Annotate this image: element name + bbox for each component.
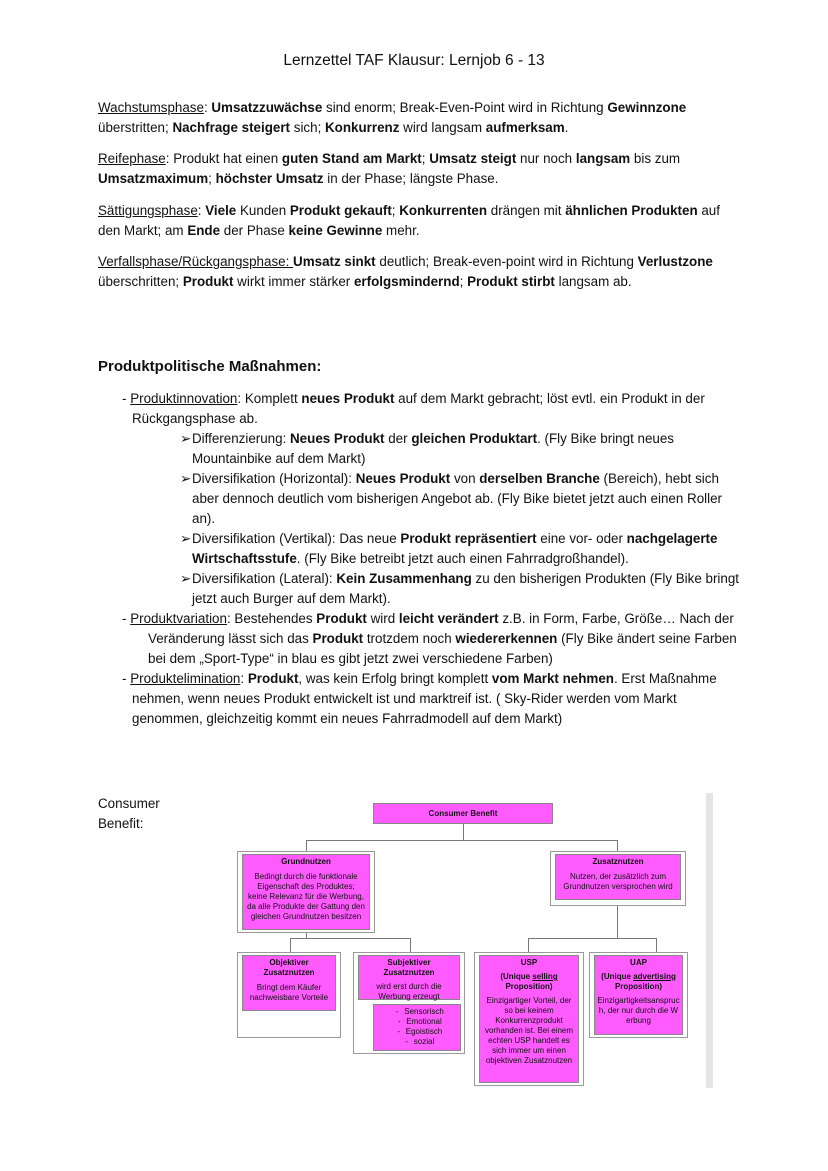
bold: Gewinnzone — [607, 100, 687, 115]
text: überschritten; — [98, 274, 183, 289]
text: ; — [459, 274, 468, 289]
text: . — [564, 120, 569, 135]
text: selling — [532, 972, 558, 981]
text: ; — [208, 171, 216, 186]
text: drängen mit — [487, 203, 566, 218]
text: : — [203, 100, 212, 115]
paragraph-reife — [98, 149, 738, 189]
bold: Verlustzone — [637, 254, 713, 269]
bold: guten Stand am Markt — [281, 151, 422, 166]
text: (Unique — [601, 972, 634, 981]
text: . (Fly Bike betreibt jetzt auch einen Fahrradgroßhandel). — [296, 551, 629, 566]
bold: Produkt repräsentiert — [400, 531, 537, 546]
text: (Fly Bike ändert seine Farben bei dem „Sport-Type“ in blau es gibt jetzt zwei verschiedene Farben) — [148, 631, 737, 666]
text: wirkt immer stärker — [233, 274, 354, 289]
list-item-text: Emotional — [406, 1017, 442, 1026]
bold: Produkt — [312, 631, 364, 646]
uap-title: UAP — [630, 958, 647, 967]
label: Reifephase — [98, 151, 166, 166]
scrollbar-strip — [706, 793, 713, 1088]
text: : — [240, 671, 248, 686]
text: . Erst Maßnahme nehmen, wenn neues Produkt entwickelt ist und marktreif ist. ( Sky-Rider werden vom Markt genommen, gleichzeitig kommt ein neues Fahrradmodell auf dem Markt) — [132, 671, 717, 726]
list-item — [374, 1037, 460, 1047]
bold: Produkt stirbt — [467, 274, 555, 289]
arrow-bullet-icon: ➢ — [180, 471, 192, 486]
bold: ähnlichen Produkten — [565, 203, 698, 218]
text: mehr. — [382, 223, 420, 238]
objektiv-title: Objektiver Zusatznutzen — [263, 958, 315, 977]
section-heading: Produktpolitische Maßnahmen: — [98, 358, 322, 375]
subjektiv-list-box — [373, 1004, 461, 1051]
text: wird langsam — [399, 120, 486, 135]
text: , was kein Erfolg bringt komplett — [298, 671, 492, 686]
bold: Ende — [187, 223, 221, 238]
text: Kunden — [236, 203, 290, 218]
arrow-bullet-icon: ➢ — [180, 571, 192, 586]
bold: Produkt — [182, 274, 234, 289]
text: (Unique — [500, 972, 533, 981]
bold: erfolgsmindernd — [353, 274, 460, 289]
dash: - — [395, 1007, 399, 1016]
dash: - — [405, 1037, 409, 1046]
text: : — [197, 203, 206, 218]
text: ; — [391, 203, 400, 218]
arrow-bullet-icon: ➢ — [180, 431, 192, 446]
bold: derselben Branche — [479, 471, 600, 486]
text: deutlich; Break-even-point wird in Richtung — [375, 254, 638, 269]
text: in der Phase; längste Phase. — [323, 171, 499, 186]
text: bis zum — [630, 151, 681, 166]
text: Proposition) — [614, 982, 663, 991]
text: (Bereich), hebt sich aber dennoch deutlich vom bisherigen Angebot ab. (Fly Bike bietet jetzt auch einen Roller an). — [192, 471, 722, 526]
label: Produktelimination — [130, 671, 241, 686]
subjektiv-box — [358, 955, 460, 1000]
bold: Konkurrenten — [399, 203, 488, 218]
text: auf dem Markt gebracht; löst evtl. ein Produkt in der Rückgangsphase ab. — [132, 391, 705, 426]
sub-item — [152, 569, 742, 609]
text: advertising — [633, 972, 676, 981]
usp-title: USP — [520, 958, 538, 967]
zusatznutzen-title: Zusatznutzen — [592, 857, 644, 866]
bold: Kein Zusammenhang — [336, 571, 472, 586]
bold: Produkt gekauft — [289, 203, 392, 218]
dash: - — [122, 611, 131, 626]
bold: Umsatz sinkt — [293, 254, 376, 269]
bold: neues Produkt — [301, 391, 395, 406]
bold: Produkt — [316, 611, 367, 626]
grundnutzen-text: Bedingt durch die funktionale Eigenschaft des Produktes; keine Relevanz für die Werbung, da alle Produkte der Gattung den gleichen Grundnutzen besitzen — [247, 872, 365, 921]
bold: Viele — [205, 203, 237, 218]
list-item — [374, 1007, 460, 1017]
connector — [617, 905, 618, 938]
text: langsam ab. — [554, 274, 632, 289]
subjektiv-title: Subjektiver Zusatznutzen — [383, 958, 435, 977]
consumer-benefit-label: Consumer Benefit: — [98, 796, 160, 831]
bold: gleichen Produktart — [411, 431, 538, 446]
text: : Komplett — [237, 391, 302, 406]
text: sind enorm; Break-Even-Point wird in Richtung — [322, 100, 608, 115]
arrow-bullet-icon: ➢ — [180, 531, 192, 546]
dash: - — [397, 1017, 401, 1026]
bold: Neues Produkt — [355, 471, 451, 486]
bold: Konkurrenz — [325, 120, 400, 135]
bold: wiedererkennen — [455, 631, 558, 646]
text: zu den bisherigen Produkten (Fly Bike bringt jetzt auch Burger auf dem Markt). — [192, 571, 740, 606]
text: wird — [366, 611, 399, 626]
sub-item — [152, 469, 742, 529]
bold: Produkt — [247, 671, 299, 686]
label: Wachstumsphase — [98, 100, 204, 115]
list-item-text: Egoistisch — [405, 1027, 443, 1036]
connector — [290, 938, 410, 939]
grundnutzen-title: Grundnutzen — [281, 857, 331, 866]
bold: Neues Produkt — [290, 431, 385, 446]
bold: langsam — [575, 151, 631, 166]
page-title: Lernzettel TAF Klausur: Lernjob 6 - 13 — [283, 52, 545, 69]
text: Differenzierung: — [192, 431, 291, 446]
zusatznutzen-text: Nutzen, der zusätzlich zum Grundnutzen versprochen wird — [563, 872, 673, 891]
text: der Phase — [220, 223, 289, 238]
label: Produktvariation — [130, 611, 227, 626]
dash: - — [122, 671, 131, 686]
text: ; — [421, 151, 430, 166]
uap-subtitle — [597, 972, 680, 992]
dash: - — [122, 391, 131, 406]
connector — [306, 840, 618, 841]
text: eine vor- oder — [536, 531, 627, 546]
label: Produktinnovation — [130, 391, 238, 406]
bold: Nachfrage steigert — [172, 120, 291, 135]
consumer-benefit-root: Consumer Benefit — [373, 803, 553, 824]
text: Proposition) — [505, 982, 553, 991]
list-item — [374, 1027, 460, 1037]
usp-text: Einzigartiger Vorteil, der so bei keinem Konkurrenzprodukt vorhanden ist. Bei einem echten USP handelt es sich immer um einen objektiven Zusatznutzen — [484, 996, 574, 1065]
objektiv-text: Bringt dem Käufer nachweisbare Vorteile — [249, 983, 329, 1002]
paragraph-verfall — [98, 252, 738, 292]
bold: Umsatz steigt — [429, 151, 517, 166]
text: auf den Markt; am — [98, 203, 720, 238]
text: nur noch — [516, 151, 576, 166]
text: Diversifikation (Lateral): — [192, 571, 337, 586]
bold: höchster Umsatz — [215, 171, 324, 186]
massnahmen-list — [122, 389, 742, 729]
objektiv-box — [242, 955, 336, 1011]
subjektiv-text: wird erst durch die Werbung erzeugt — [376, 982, 442, 1001]
paragraph-saettigung — [98, 201, 738, 241]
text: : Produkt hat einen — [165, 151, 282, 166]
grundnutzen-box — [242, 854, 370, 930]
uap-text: Einzigartigkeitsanspruch, der nur durch die Werbung — [597, 996, 680, 1025]
bold: aufmerksam — [485, 120, 565, 135]
connector — [528, 938, 656, 939]
text: z.B. in Form, Farbe, Größe… Nach der Veränderung lässt sich das — [148, 611, 734, 646]
bold: nachgelagerte Wirtschaftsstufe — [192, 531, 718, 566]
list-item-innovation — [122, 389, 742, 429]
usp-box — [479, 955, 579, 1083]
label: Sättigungsphase — [98, 203, 198, 218]
bold: Umsatzmaximum — [98, 171, 209, 186]
text: von — [450, 471, 480, 486]
text: trotzdem noch — [363, 631, 456, 646]
uap-box — [594, 955, 683, 1035]
paragraph-wachstum — [98, 98, 738, 138]
connector — [463, 824, 464, 840]
text: . (Fly Bike bringt neues Mountainbike auf dem Markt) — [192, 431, 675, 466]
text: : Bestehendes — [226, 611, 317, 626]
list-item-text: Sensorisch — [404, 1007, 444, 1016]
list-item — [374, 1017, 460, 1027]
text: Diversifikation (Horizontal): — [192, 471, 356, 486]
list-item-elimination — [122, 669, 742, 729]
list-item-text: sozial — [413, 1037, 435, 1046]
sub-item — [152, 429, 742, 469]
text: sich; — [290, 120, 326, 135]
text: der — [384, 431, 412, 446]
bold: keine Gewinne — [288, 223, 383, 238]
usp-subtitle — [483, 972, 575, 992]
sub-item — [152, 529, 742, 569]
zusatznutzen-box — [555, 854, 681, 900]
label: Verfallsphase/Rückgangsphase: — [98, 254, 294, 269]
list-item-variation — [122, 609, 742, 669]
dash: - — [397, 1027, 401, 1036]
text: überstritten; — [98, 120, 173, 135]
bold: vom Markt nehmen — [491, 671, 614, 686]
bold: Umsatzzuwächse — [211, 100, 323, 115]
text: Diversifikation (Vertikal): Das neue — [192, 531, 401, 546]
bold: leicht verändert — [398, 611, 499, 626]
